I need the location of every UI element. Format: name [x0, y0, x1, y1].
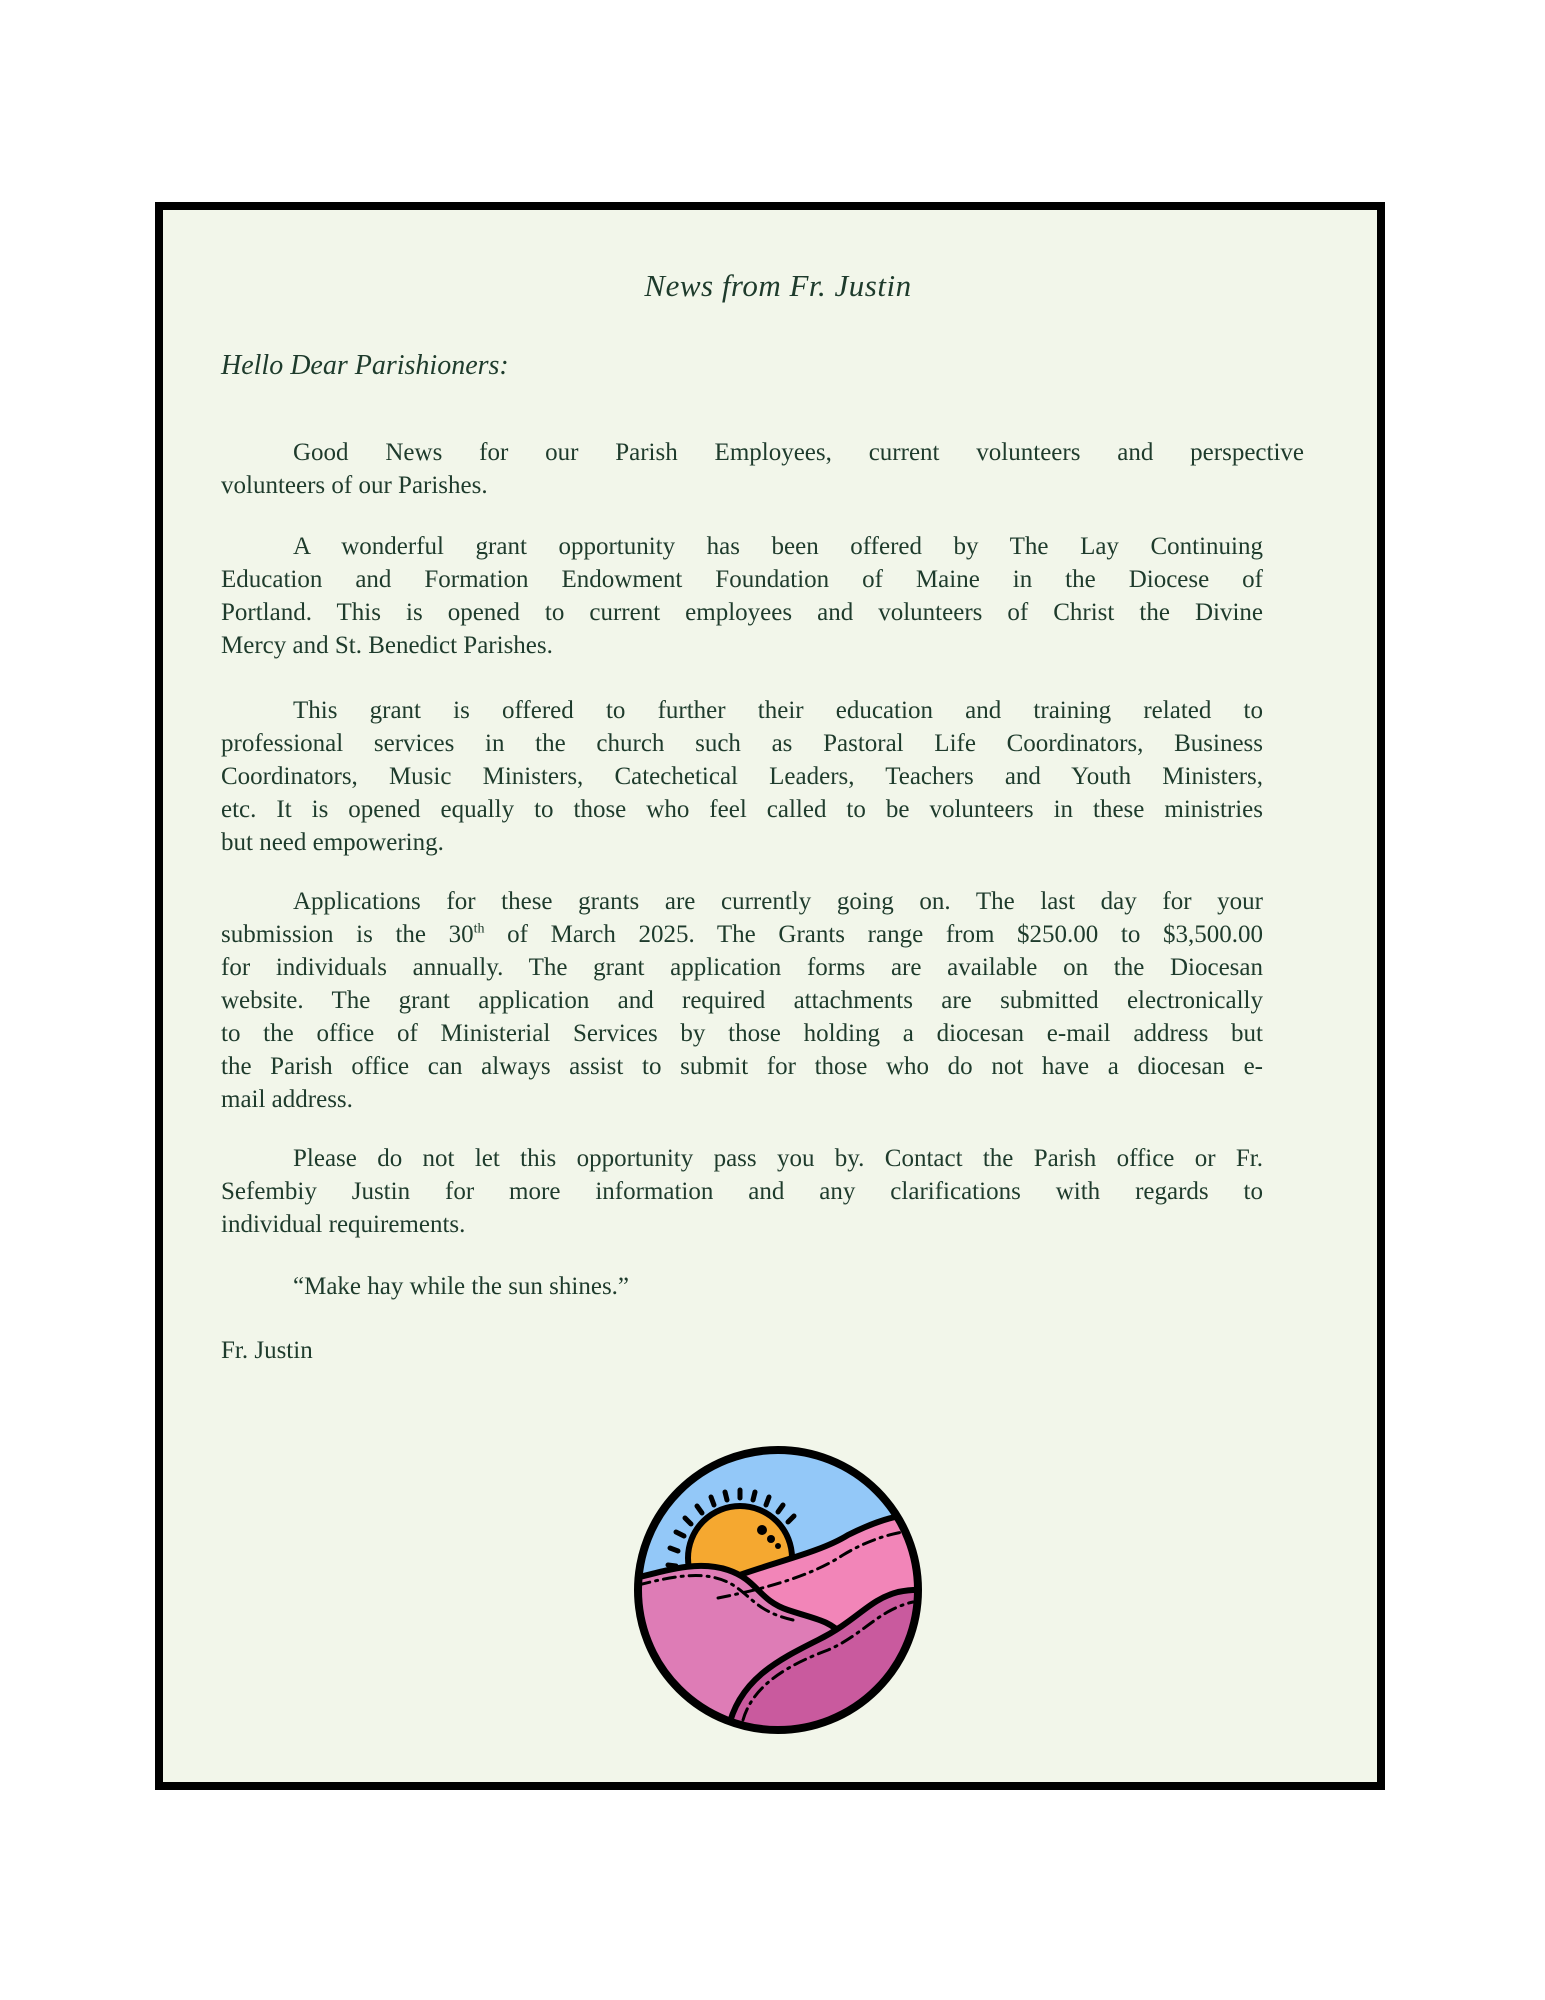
- text-line: for individuals annually. The grant application forms are available on the Diocesan: [221, 954, 1263, 981]
- sunset-hills-logo-icon: [628, 1440, 928, 1740]
- text-line: individual requirements.: [221, 1211, 466, 1238]
- paragraph-2: [221, 530, 1263, 662]
- text-line: etc. It is opened equally to those who feel called to be volunteers in these ministries: [221, 796, 1263, 823]
- letter-title: News from Fr. Justin: [644, 268, 912, 303]
- signoff: Fr. Justin: [221, 1337, 313, 1364]
- text-line: to the office of Ministerial Services by those holding a diocesan e-mail address but: [221, 1020, 1263, 1047]
- text-line: but need empowering.: [221, 829, 444, 856]
- text-line: [221, 918, 1263, 951]
- text-line: professional services in the church such as Pastoral Life Coordinators, Business: [221, 730, 1263, 757]
- text-line: Mercy and St. Benedict Parishes.: [221, 632, 553, 659]
- text-line: Please do not let this opportunity pass you by. Contact the Parish office or Fr.: [293, 1145, 1263, 1172]
- greeting: Hello Dear Parishioners:: [221, 350, 509, 381]
- paragraph-5: [221, 1142, 1263, 1241]
- ordinal-suffix: th: [473, 921, 485, 937]
- text-line: Portland. This is opened to current employees and volunteers of Christ the Divine: [221, 599, 1263, 626]
- paragraph-1: [221, 436, 1304, 502]
- quote: “Make hay while the sun shines.”: [293, 1273, 630, 1300]
- text-line: Education and Formation Endowment Foundation of Maine in the Diocese of: [221, 566, 1263, 593]
- text-line: A wonderful grant opportunity has been offered by The Lay Continuing: [293, 533, 1263, 560]
- text-line: Good News for our Parish Employees, current volunteers and perspective: [293, 439, 1304, 466]
- paragraph-4: [221, 885, 1263, 1116]
- text-line: Coordinators, Music Ministers, Catechetical Leaders, Teachers and Youth Ministers,: [221, 763, 1263, 790]
- text-line: mail address.: [221, 1086, 353, 1113]
- text-line: website. The grant application and required attachments are submitted electronically: [221, 987, 1263, 1014]
- text-segment: of March 2025. The Grants range from $250.00 to $3,500.00: [484, 921, 1263, 948]
- text-line: the Parish office can always assist to submit for those who do not have a diocesan e-: [221, 1053, 1263, 1080]
- text-line: volunteers of our Parishes.: [221, 472, 488, 499]
- text-line: Applications for these grants are currently going on. The last day for your: [293, 888, 1263, 915]
- text-line: Sefembiy Justin for more information and any clarifications with regards to: [221, 1178, 1263, 1205]
- text-line: This grant is offered to further their education and training related to: [293, 697, 1263, 724]
- text-segment: submission is the 30: [221, 921, 474, 948]
- letter-page: [155, 202, 1385, 1790]
- paragraph-3: [221, 694, 1263, 859]
